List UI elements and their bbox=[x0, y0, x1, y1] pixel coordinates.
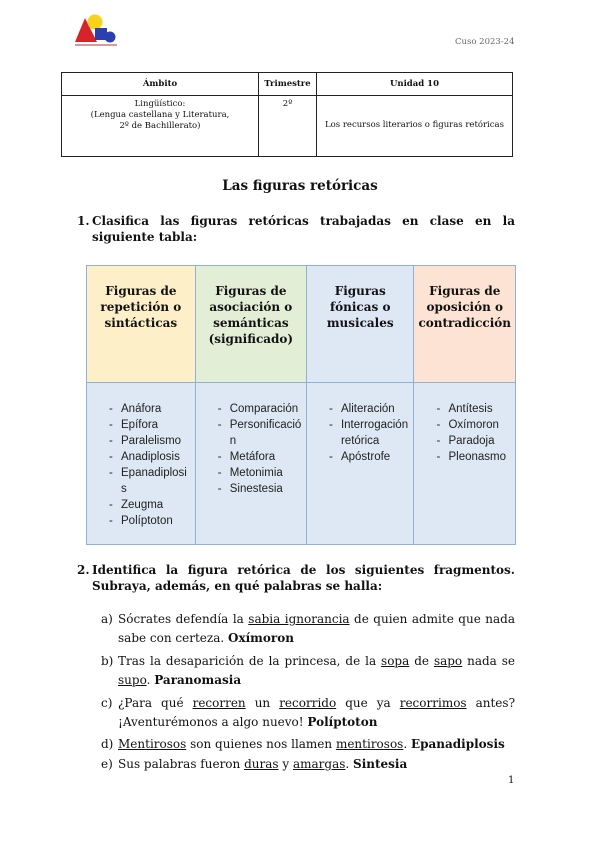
answer-label: a) bbox=[101, 612, 113, 626]
figure-name: Oxímoron bbox=[228, 631, 294, 645]
list-item: - Paralelismo bbox=[87, 433, 195, 449]
unit-info-table bbox=[61, 72, 513, 157]
answer-text: ¿Para qué recorren un recorrido que ya recorrimos antes? ¡Aventurémonos a algo nuevo! Políptoton bbox=[118, 696, 516, 729]
answer-d bbox=[101, 735, 515, 754]
list-item: - Metonimia bbox=[196, 465, 306, 481]
column-heading-phonic: Figuras fónicas o musicales bbox=[306, 266, 414, 383]
answer-text: Tras la desaparición de la princesa, de la sopa de sapo nada se supo. Paranomasia bbox=[118, 654, 516, 687]
list-item: - Epífora bbox=[87, 417, 195, 433]
answer-text: Mentirosos son quienes nos llamen mentirosos. Epanadiplosis bbox=[118, 737, 505, 751]
figure-name: Epanadiplosis bbox=[410, 737, 505, 751]
answer-a bbox=[101, 610, 515, 648]
question-number: 2. bbox=[77, 563, 90, 577]
list-item: - Antítesis bbox=[414, 401, 515, 417]
answer-text: Sus palabras fueron duras y amargas. Sintesia bbox=[118, 757, 408, 771]
answer-label: e) bbox=[101, 757, 113, 771]
page-title: Las figuras retóricas bbox=[222, 178, 378, 194]
answer-c bbox=[101, 694, 515, 732]
list-item: - Políptoton bbox=[87, 513, 195, 529]
unit-header: Unidad 10 bbox=[317, 73, 513, 96]
list-item: - Aliteración bbox=[307, 401, 414, 417]
term-header: Trimestre bbox=[259, 73, 317, 96]
scope-header: Ámbito bbox=[62, 73, 259, 96]
list-item: - Epanadiplosis bbox=[87, 465, 195, 497]
question-text: Clasifica las figuras retóricas trabajadas en clase en la siguiente tabla: bbox=[92, 214, 515, 244]
answer-text: Sócrates defendía la sabia ignorancia de quien admite que nada sabe con certeza. Oxímoron bbox=[118, 612, 516, 645]
scope-line: 2º de Bachillerato) bbox=[119, 121, 201, 131]
answer-label: c) bbox=[101, 696, 113, 710]
figure-name: Paranomasia bbox=[154, 673, 242, 687]
unit-cell: Los recursos literarios o figuras retóricas bbox=[317, 96, 513, 157]
question-text: Identifica la figura retórica de los siguientes fragmentos. Subraya, además, en qué palabras se halla: bbox=[92, 563, 515, 593]
answer-label: b) bbox=[101, 654, 114, 668]
column-items-association bbox=[195, 383, 306, 545]
figure-name: Políptoton bbox=[307, 715, 378, 729]
list-item: - Apóstrofe bbox=[307, 449, 414, 465]
figures-classification-table bbox=[86, 265, 516, 545]
list-item: - Paradoja bbox=[414, 433, 515, 449]
scope-cell bbox=[62, 96, 259, 157]
list-item: - Zeugma bbox=[87, 497, 195, 513]
answer-e bbox=[101, 755, 515, 774]
list-item: - Personificación bbox=[196, 417, 306, 449]
scope-line: (Lengua castellana y Literatura, bbox=[90, 110, 230, 120]
column-heading-association: Figuras de asociación o semánticas (significado) bbox=[195, 266, 306, 383]
scope-line: Lingüístico: bbox=[134, 99, 186, 109]
list-item: - Interrogación retórica bbox=[307, 417, 414, 449]
list-item: - Oxímoron bbox=[414, 417, 515, 433]
list-item: - Anáfora bbox=[87, 401, 195, 417]
course-year: Cuso 2023-24 bbox=[455, 37, 515, 47]
question-2 bbox=[77, 562, 515, 594]
question-1 bbox=[77, 213, 515, 245]
question-number: 1. bbox=[77, 214, 90, 228]
answer-b bbox=[101, 652, 515, 690]
answer-label: d) bbox=[101, 737, 114, 751]
list-item: - Anadiplosis bbox=[87, 449, 195, 465]
column-heading-opposition: Figuras de oposición o contradicción bbox=[414, 266, 516, 383]
list-item: - Metáfora bbox=[196, 449, 306, 465]
list-item: - Sinestesia bbox=[196, 481, 306, 497]
column-items-phonic bbox=[306, 383, 414, 545]
term-cell: 2º bbox=[259, 96, 317, 157]
column-items-opposition bbox=[414, 383, 516, 545]
list-item: - Pleonasmo bbox=[414, 449, 515, 465]
school-logo bbox=[73, 12, 119, 50]
column-items-repetition bbox=[87, 383, 196, 545]
column-heading-repetition: Figuras de repetición o sintácticas bbox=[87, 266, 196, 383]
figure-name: Sintesia bbox=[353, 757, 408, 771]
list-item: - Comparación bbox=[196, 401, 306, 417]
page-number: 1 bbox=[508, 775, 515, 786]
